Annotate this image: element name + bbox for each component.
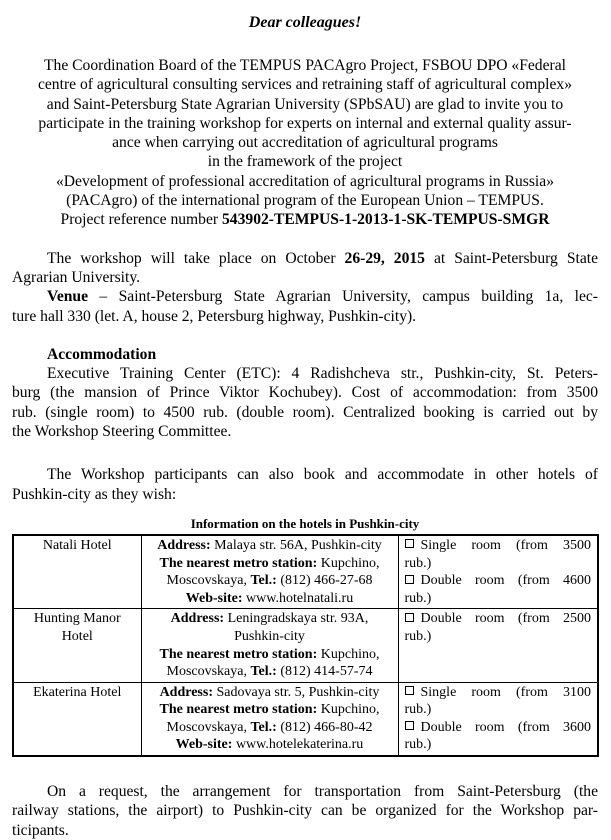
- hotel-row: [13, 535, 598, 609]
- text-line: rub.): [404, 590, 432, 606]
- text-line: «Development of professional accreditation of agricultural programs in Russia»: [56, 172, 554, 190]
- text-line: The nearest metro station: Kupchino,: [159, 646, 380, 662]
- text-line: centre of agricultural consulting services and retraining staff of agricultural complex»: [37, 76, 573, 94]
- hotels-table-caption: Information on the hotels in Pushkin-city: [190, 515, 420, 531]
- accommodation-heading: Accommodation: [47, 345, 157, 363]
- hotel-row: [13, 682, 598, 756]
- text-line: Address: Malaya str. 56A, Pushkin-city: [157, 537, 382, 553]
- transport-paragraph: [12, 782, 598, 840]
- text-line: burg (the mansion of Prince Viktor Kochubey). Cost of accommodation: from 3500: [12, 384, 598, 402]
- text-line: The nearest metro station: Kupchino,: [159, 702, 380, 718]
- text-line: Hotel: [61, 628, 93, 644]
- hotels-table-body: [13, 535, 598, 756]
- room-option: [405, 684, 592, 719]
- text-line: Project reference number 543902-TEMPUS-1-2013-1-SK-TEMPUS-SMGR: [60, 211, 550, 229]
- text-line: rub.): [404, 628, 432, 644]
- text-line: Ekaterina Hotel: [33, 684, 122, 700]
- text-line: The Workshop participants can also book and accommodate in other hotels of: [47, 466, 598, 484]
- workshop-date-paragraph: [12, 249, 598, 288]
- hotel-row: [13, 609, 598, 682]
- text-line: (PACAgro) of the international program of the European Union – TEMPUS.: [66, 192, 544, 210]
- text-line: Agrarian University.: [12, 268, 141, 286]
- text-line: Single room (from 3100: [405, 684, 592, 702]
- text-line: ture hall 330 (let. A, house 2, Petersburg highway, Pushkin-city).: [12, 307, 417, 325]
- text-line: On a request, the arrangement for transportation from Saint-Petersburg (the: [47, 783, 598, 801]
- text-line: Double room (from 2500: [405, 610, 592, 628]
- hotel-name-cell: [13, 609, 141, 682]
- text-line: in the framework of the project: [207, 153, 403, 171]
- text-line: rub.): [404, 555, 432, 571]
- text-line: The nearest metro station: Kupchino,: [159, 555, 380, 571]
- accommodation-paragraph: [12, 364, 598, 441]
- text-line: rub. (single room) to 4500 rub. (double room). Centralized booking is carried out by: [12, 403, 598, 421]
- text-line: Moscovskaya, Tel.: (812) 414-57-74: [166, 664, 373, 680]
- text-line: and Saint-Petersburg State Agrarian University (SPbSAU) are glad to invite you to: [46, 95, 564, 113]
- hotels-intro-paragraph: [12, 465, 598, 504]
- checkbox-icon: [405, 686, 414, 695]
- text-line: Natali Hotel: [42, 537, 112, 553]
- text-line: Executive Training Center (ETC): 4 Radishcheva str., Pushkin-city, St. Peters-: [47, 365, 598, 383]
- text-line: Hunting Manor: [33, 611, 121, 627]
- salutation: Dear colleagues!: [248, 14, 362, 31]
- checkbox-icon: [405, 575, 414, 584]
- hotel-details-cell: [141, 535, 398, 609]
- checkbox-icon: [405, 721, 414, 730]
- text-line: the Workshop Steering Committee.: [12, 423, 232, 441]
- room-option: [405, 537, 592, 572]
- text-line: Single room (from 3500: [405, 537, 592, 555]
- hotel-name-cell: [13, 682, 141, 756]
- text-line: rub.): [404, 737, 432, 753]
- checkbox-icon: [405, 539, 414, 548]
- text-line: ance when carrying out accreditation of agricultural programs: [112, 134, 498, 152]
- text-line: participate in the training workshop for experts on internal and external quality assur-: [38, 114, 572, 132]
- text-line: Web-site: www.hotelekaterina.ru: [175, 737, 364, 753]
- checkbox-icon: [405, 613, 414, 622]
- text-line: railway stations, the airport) to Pushkin-city can be organized for the Workshop par-: [12, 802, 598, 820]
- text-line: The workshop will take place on October 26-29, 2015 at Saint-Petersburg State: [47, 249, 599, 267]
- room-options-cell: [398, 609, 598, 682]
- room-option: [405, 610, 592, 645]
- text-line: Moscovskaya, Tel.: (812) 466-27-68: [166, 573, 373, 589]
- text-line: Pushkin-city as they wish:: [12, 485, 177, 503]
- intro-paragraph: [12, 56, 598, 230]
- text-line: rub.): [404, 702, 432, 718]
- room-options-cell: [398, 682, 598, 756]
- text-line: ticipants.: [12, 821, 69, 839]
- venue-paragraph: [12, 287, 598, 326]
- hotel-details-cell: [141, 609, 398, 682]
- hotels-table: [12, 534, 599, 757]
- room-option: [405, 572, 592, 607]
- room-option: [405, 719, 592, 754]
- text-line: Pushkin-city: [234, 628, 305, 644]
- text-line: Moscovskaya, Tel.: (812) 466-80-42: [166, 719, 373, 735]
- text-line: Web-site: www.hotelnatali.ru: [185, 590, 354, 606]
- text-line: The Coordination Board of the TEMPUS PACAgro Project, FSBOU DPO «Federal: [44, 57, 566, 74]
- text-line: Address: Sadovaya str. 5, Pushkin-city: [159, 684, 380, 700]
- text-line: Double room (from 3600: [405, 719, 592, 737]
- hotel-name-cell: [13, 535, 141, 609]
- room-options-cell: [398, 535, 598, 609]
- text-line: Address: Leningradskaya str. 93A,: [170, 611, 369, 627]
- text-line: Double room (from 4600: [405, 572, 592, 590]
- hotel-details-cell: [141, 682, 398, 756]
- text-line: Venue – Saint-Petersburg State Agrarian University, campus building 1a, lec-: [47, 288, 598, 306]
